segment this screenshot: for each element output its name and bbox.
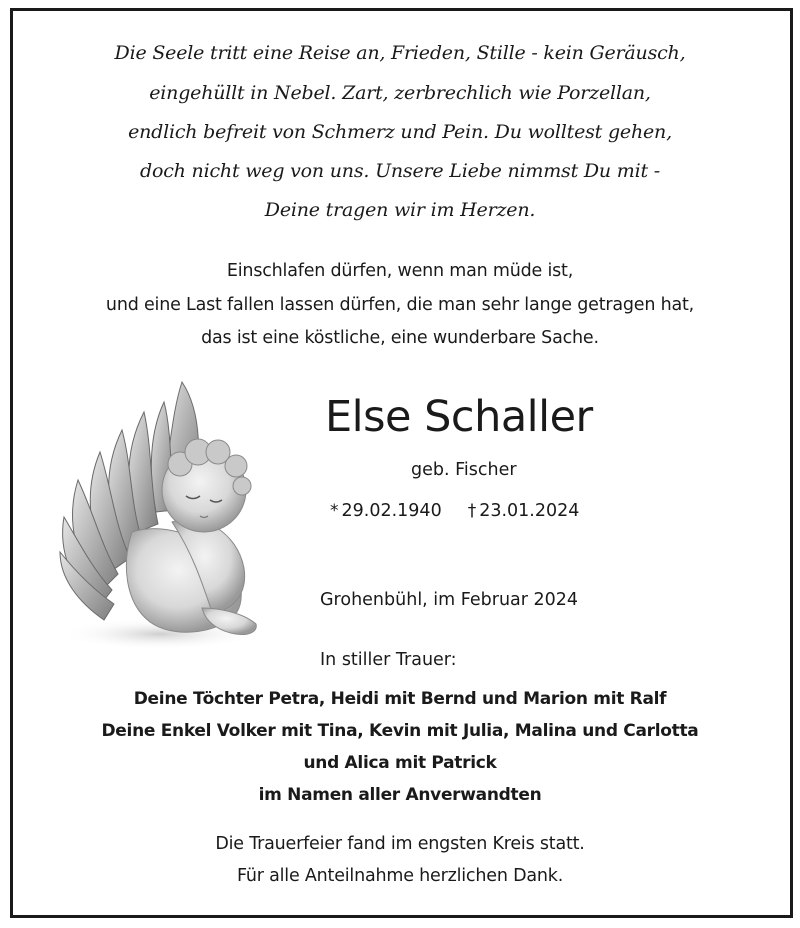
sleeping-angel-image bbox=[52, 372, 268, 656]
death-cross-icon: † bbox=[467, 501, 477, 521]
maiden-name: geb. Fischer bbox=[411, 460, 517, 480]
quote-line: Einschlafen dürfen, wenn man müde ist, bbox=[226, 261, 574, 281]
closing-line: Die Trauerfeier fand im engsten Kreis statt. bbox=[215, 834, 585, 854]
quote-line: das ist eine köstliche, eine wunderbare Sache. bbox=[201, 328, 599, 348]
poem-line: eingehüllt in Nebel. Zart, zerbrechlich wie Porzellan, bbox=[149, 82, 651, 104]
deceased-name: Else Schaller bbox=[325, 392, 593, 442]
mourning-intro: In stiller Trauer: bbox=[320, 650, 457, 670]
poem-line: endlich befreit von Schmerz und Pein. Du wolltest gehen, bbox=[128, 121, 672, 143]
closing-line: Für alle Anteilnahme herzlichen Dank. bbox=[236, 866, 564, 886]
death-date: 23.01.2024 bbox=[479, 501, 580, 521]
birth-symbol: * bbox=[330, 501, 339, 521]
family-line: und Alica mit Patrick bbox=[303, 753, 497, 773]
poem-line: Die Seele tritt eine Reise an, Frieden, Stille - kein Geräusch, bbox=[114, 42, 686, 64]
poem-line: doch nicht weg von uns. Unsere Liebe nimmst Du mit - bbox=[140, 160, 660, 182]
family-line: im Namen aller Anverwandten bbox=[258, 785, 542, 805]
family-line: Deine Töchter Petra, Heidi mit Bernd und Marion mit Ralf bbox=[133, 689, 667, 709]
birth-date: 29.02.1940 bbox=[341, 501, 442, 521]
quote-line: und eine Last fallen lassen dürfen, die man sehr lange getragen hat, bbox=[105, 295, 695, 315]
place-and-date: Grohenbühl, im Februar 2024 bbox=[320, 590, 579, 610]
poem-line: Deine tragen wir im Herzen. bbox=[264, 199, 536, 221]
life-dates bbox=[330, 501, 579, 521]
family-line: Deine Enkel Volker mit Tina, Kevin mit Julia, Malina und Carlotta bbox=[101, 721, 699, 741]
